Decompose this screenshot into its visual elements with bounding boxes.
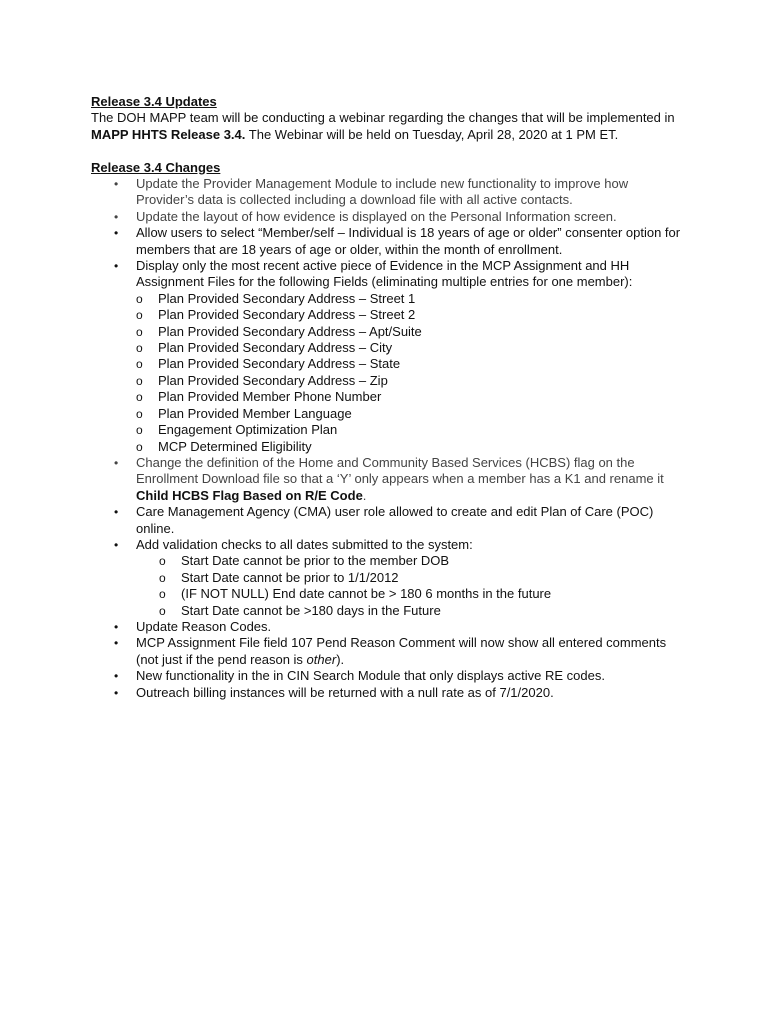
- sub-list-item: [91, 422, 681, 438]
- bullet-icon: •: [114, 177, 119, 192]
- bullet-icon: •: [114, 455, 119, 470]
- list-item: [91, 635, 681, 668]
- sub-list-item: [91, 406, 681, 422]
- list-item-text: Display only the most recent active piece of Evidence in the MCP Assignment and HH Assignment Files for the following Fields (eliminating multiple entries for one member):: [136, 258, 633, 290]
- list-item-text-pre: MCP Assignment File field 107 Pend Reason Comment will now show all entered comments (not just if the pend reason is: [136, 635, 667, 667]
- circle-bullet-icon: o: [136, 341, 143, 356]
- document-page: [91, 94, 681, 701]
- sub-list-item: [91, 291, 681, 307]
- list-item-text: Update Reason Codes.: [136, 618, 272, 634]
- list-item: [91, 619, 681, 635]
- sub-list-item-text: Start Date cannot be >180 days in the Future: [181, 602, 441, 618]
- sub-list-item: [91, 324, 681, 340]
- sub-list-item-text: Start Date cannot be prior to 1/1/2012: [181, 569, 399, 585]
- sub-list-item: [91, 356, 681, 372]
- circle-bullet-icon: o: [136, 324, 143, 339]
- sub-list-item-text: Plan Provided Secondary Address – Street 2: [158, 307, 416, 323]
- sub-list-item-text: Plan Provided Secondary Address – City: [158, 340, 393, 356]
- bullet-icon: •: [114, 209, 119, 224]
- list-item-text: Add validation checks to all dates submitted to the system:: [136, 536, 473, 552]
- sub-list-item: [91, 439, 681, 455]
- changes-list: [91, 176, 681, 701]
- circle-bullet-icon: o: [136, 357, 143, 372]
- bullet-icon: •: [114, 685, 119, 700]
- list-item: [91, 537, 681, 619]
- sub-list-item: [91, 553, 681, 569]
- sub-list-item-text: Engagement Optimization Plan: [158, 422, 338, 438]
- sub-list-item-text: Plan Provided Secondary Address – State: [158, 356, 401, 372]
- sub-list-item: [91, 603, 681, 619]
- list-item: [91, 209, 681, 225]
- sub-list-item-text: Plan Provided Member Language: [158, 405, 352, 421]
- list-item: [91, 455, 681, 504]
- sub-list-item-text: MCP Determined Eligibility: [158, 438, 312, 454]
- list-item-text: Update the layout of how evidence is displayed on the Personal Information screen.: [136, 208, 617, 224]
- list-item: [91, 504, 681, 537]
- circle-bullet-icon: o: [136, 291, 143, 306]
- list-item: [91, 668, 681, 684]
- list-item: [91, 685, 681, 701]
- changes-heading: Release 3.4 Changes: [91, 159, 221, 175]
- list-item-text: Outreach billing instances will be returned with a null rate as of 7/1/2020.: [136, 684, 554, 700]
- list-item-text-post: .: [362, 487, 367, 503]
- bullet-icon: •: [114, 619, 119, 634]
- evidence-fields-list: [91, 291, 681, 455]
- bullet-icon: •: [114, 226, 119, 241]
- pend-reason-italic: other: [306, 651, 337, 667]
- circle-bullet-icon: o: [136, 390, 143, 405]
- sub-list-item: [91, 307, 681, 323]
- bullet-icon: •: [114, 505, 119, 520]
- list-item-text-post: ).: [336, 651, 345, 667]
- sub-list-item-text: Plan Provided Member Phone Number: [158, 389, 382, 405]
- circle-bullet-icon: o: [136, 406, 143, 421]
- list-item: [91, 258, 681, 455]
- webinar-text-pre: The DOH MAPP team will be conducting a webinar regarding the changes that will be implemented in: [91, 110, 675, 126]
- webinar-paragraph: [91, 110, 681, 143]
- circle-bullet-icon: o: [136, 308, 143, 323]
- sub-list-item: [91, 586, 681, 602]
- circle-bullet-icon: o: [136, 439, 143, 454]
- list-item-text: Care Management Agency (CMA) user role allowed to create and edit Plan of Care (POC) online.: [136, 504, 654, 536]
- sub-list-item: [91, 373, 681, 389]
- sub-list-item-text: Start Date cannot be prior to the member DOB: [181, 553, 450, 569]
- sub-list-item: [91, 340, 681, 356]
- circle-bullet-icon: o: [159, 587, 166, 602]
- list-item-text: New functionality in the in CIN Search Module that only displays active RE codes.: [136, 668, 605, 684]
- sub-list-item-text: Plan Provided Secondary Address – Zip: [158, 372, 388, 388]
- updates-heading: Release 3.4 Updates: [91, 94, 217, 109]
- list-item: [91, 176, 681, 209]
- bullet-icon: •: [114, 537, 119, 552]
- bullet-icon: •: [114, 259, 119, 274]
- sub-list-item-text: Plan Provided Secondary Address – Apt/Suite: [158, 323, 422, 339]
- section-spacer: [91, 143, 681, 159]
- sub-list-item-text: (IF NOT NULL) End date cannot be > 180 6 months in the future: [181, 586, 552, 602]
- bullet-icon: •: [114, 669, 119, 684]
- sub-list-item: [91, 570, 681, 586]
- hcbs-flag-name-bold: Child HCBS Flag Based on R/E Code: [136, 487, 363, 503]
- webinar-text-post: The Webinar will be held on Tuesday, April 28, 2020 at 1 PM ET.: [245, 126, 619, 142]
- sub-list-item-text: Plan Provided Secondary Address – Street 1: [158, 290, 416, 306]
- release-name-bold: MAPP HHTS Release 3.4.: [91, 126, 246, 142]
- list-item: [91, 225, 681, 258]
- list-item-text: Update the Provider Management Module to include new functionality to improve how Provider’s data is collected including a download file with all active contacts.: [136, 176, 629, 208]
- circle-bullet-icon: o: [136, 373, 143, 388]
- sub-list-item: [91, 389, 681, 405]
- list-item-text: Allow users to select “Member/self – Individual is 18 years of age or older” consenter option for members that are 18 years of age or older, within the month of enrollment.: [136, 225, 681, 257]
- circle-bullet-icon: o: [136, 423, 143, 438]
- circle-bullet-icon: o: [159, 570, 166, 585]
- list-item-text-pre: Change the definition of the Home and Community Based Services (HCBS) flag on the Enrollment Download file so that a ‘Y’ only appears when a member has a K1 and rename it: [136, 454, 664, 487]
- circle-bullet-icon: o: [159, 603, 166, 618]
- bullet-icon: •: [114, 636, 119, 651]
- circle-bullet-icon: o: [159, 554, 166, 569]
- validation-checks-list: [91, 553, 681, 619]
